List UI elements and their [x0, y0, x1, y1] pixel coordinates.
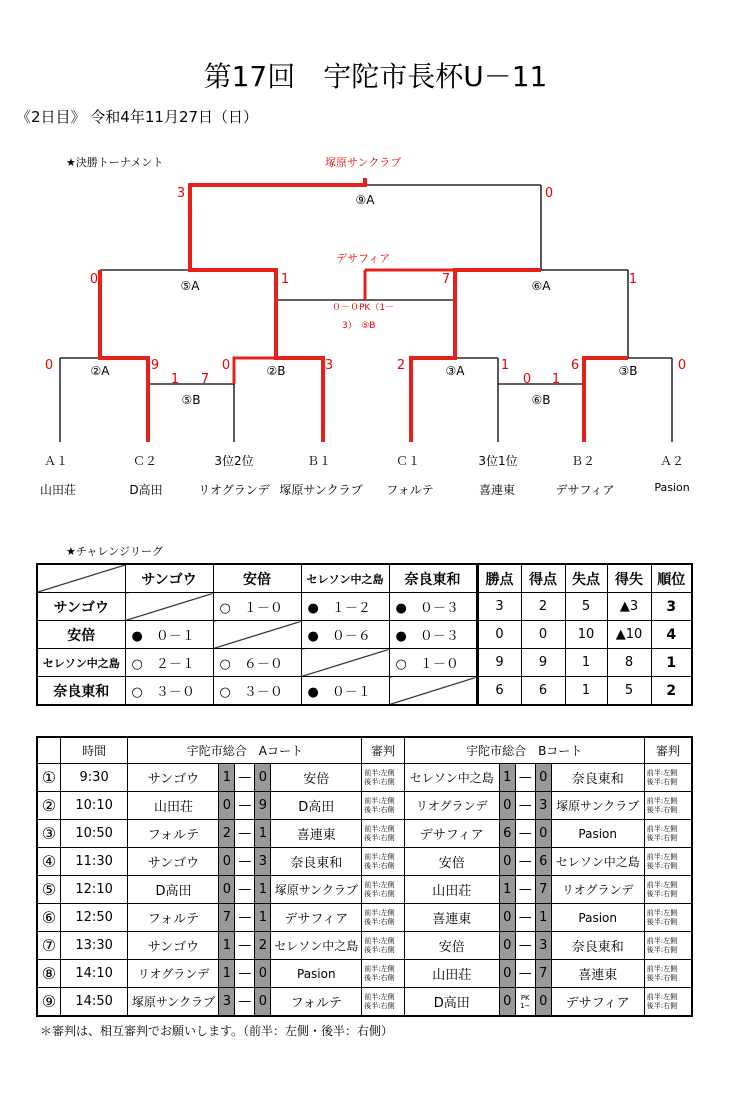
court-a-dash: —	[235, 960, 255, 988]
league-self-cell	[213, 621, 301, 649]
court-b-dash: —	[515, 792, 535, 820]
court-a-home-team: サンゴウ	[128, 764, 219, 792]
event-date: 《2日目》 令和4年11月27日（日）	[16, 108, 259, 126]
court-a-away-team: 喜連東	[271, 820, 362, 848]
league-table	[36, 563, 693, 706]
score-semi-rr: 1	[628, 272, 638, 287]
referee-second-half: 後半:右側	[364, 805, 395, 814]
court-b-away-team: セレソン中之島	[551, 848, 644, 876]
bracket-black-lines	[60, 185, 672, 442]
score-qf3-left: 2	[396, 358, 406, 373]
match-number: ④	[37, 848, 60, 876]
court-a-home-score: 2	[219, 820, 235, 848]
referee-second-half: 後半:右側	[646, 861, 678, 870]
page-title: 第17回 宇陀市長杯U－11	[203, 60, 548, 93]
league-col-header: セレソン中之島	[301, 564, 389, 593]
court-b-away-team: 奈良東和	[551, 764, 644, 792]
court-a-referee	[362, 792, 404, 820]
league-rank: 2	[651, 677, 692, 706]
seed-8: Ａ２	[659, 454, 684, 468]
league-result: ● ０－１	[125, 621, 213, 649]
referee-footnote: ＊審判は、相互審判でお願いします。（前半：左側・後半：右側）	[40, 1024, 394, 1038]
court-a-dash: —	[235, 988, 255, 1017]
league-row-team: セレソン中之島	[37, 649, 125, 677]
court-a-away-score: 1	[255, 820, 271, 848]
court-a-referee	[362, 848, 404, 876]
court-a-home-team: 塚原サンクラブ	[128, 988, 219, 1017]
score-r1b-left: 0	[522, 372, 532, 387]
referee-second-half: 後半:右側	[364, 945, 395, 954]
court-b-dash: —	[515, 876, 535, 904]
schedule-header-row	[37, 737, 692, 764]
team-3: リオグランデ	[198, 483, 270, 497]
league-stat: 0	[521, 621, 565, 649]
referee-second-half: 後半:右側	[364, 777, 395, 786]
score-final-left: 3	[176, 186, 186, 201]
match-time: 14:10	[60, 960, 128, 988]
court-b-away-score: 0	[535, 820, 551, 848]
league-self-cell	[125, 593, 213, 621]
finals-section-heading: ★決勝トーナメント	[66, 156, 164, 169]
referee-first-half: 前半:左側	[364, 964, 395, 973]
court-a-away-team: セレソン中之島	[271, 932, 362, 960]
court-b-dash: —	[515, 932, 535, 960]
league-result: ● ０－３	[389, 593, 477, 621]
third-place-result-1: ０－０PK（1－	[332, 303, 395, 313]
referee-first-half: 前半:左側	[646, 880, 678, 889]
table-row	[37, 764, 692, 792]
league-stat: 6	[521, 677, 565, 706]
team-2: D高田	[129, 483, 163, 497]
court-b-dash: —	[515, 904, 535, 932]
referee-first-half: 前半:左側	[364, 908, 395, 917]
match-time: 14:50	[60, 988, 128, 1017]
court-a-referee	[362, 932, 404, 960]
court-a-dash: —	[235, 848, 255, 876]
court-b-home-score: 0	[499, 904, 515, 932]
referee-second-half: 後半:右側	[646, 917, 678, 926]
court-b-away-team: Pasion	[551, 820, 644, 848]
court-b-away-score: 7	[535, 876, 551, 904]
court-b-home-score: 0	[499, 988, 515, 1017]
court-b-home-score: 0	[499, 792, 515, 820]
table-row	[37, 677, 692, 706]
match-time: 10:10	[60, 792, 128, 820]
match-number: ⑥	[37, 904, 60, 932]
referee-first-half: 前半:左側	[364, 824, 395, 833]
league-rank: 3	[651, 593, 692, 621]
match-number: ①	[37, 764, 60, 792]
league-stat: 1	[565, 677, 607, 706]
court-b-away-score: 3	[535, 792, 551, 820]
court-a-dash: —	[235, 904, 255, 932]
league-stat: 5	[607, 677, 651, 706]
qf-label-1: ②A	[90, 364, 110, 378]
score-semi-rl: 7	[441, 272, 451, 287]
schedule-court-a-header: 宇陀市総合 Aコート	[128, 737, 362, 764]
referee-first-half: 前半:左側	[646, 964, 678, 973]
court-b-away-team: 奈良東和	[551, 932, 644, 960]
court-b-home-score: 0	[499, 932, 515, 960]
referee-second-half: 後半:右側	[646, 777, 678, 786]
schedule-court-b-header: 宇陀市総合 Bコート	[404, 737, 644, 764]
score-qf3-right: 1	[500, 358, 510, 373]
court-a-referee	[362, 764, 404, 792]
league-col-header: サンゴウ	[125, 564, 213, 593]
referee-second-half: 後半:右側	[364, 1001, 395, 1010]
referee-first-half: 前半:左側	[646, 768, 678, 777]
league-col-header: 安倍	[213, 564, 301, 593]
champion-label: 塚原サンクラブ	[325, 156, 402, 169]
league-self-cell	[301, 649, 389, 677]
referee-second-half: 後半:右側	[364, 861, 395, 870]
league-col-header: 奈良東和	[389, 564, 477, 593]
court-a-home-score: 0	[219, 876, 235, 904]
court-a-away-team: デサフィア	[271, 904, 362, 932]
court-b-away-score: 0	[535, 764, 551, 792]
court-b-referee	[644, 960, 692, 988]
referee-second-half: 後半:右側	[364, 889, 395, 898]
court-a-referee	[362, 960, 404, 988]
table-row	[37, 848, 692, 876]
court-a-dash: —	[235, 932, 255, 960]
league-stat: 10	[565, 621, 607, 649]
court-b-home-team: D高田	[404, 988, 499, 1017]
league-stat: 5	[565, 593, 607, 621]
match-time: 13:30	[60, 932, 128, 960]
match-number: ⑤	[37, 876, 60, 904]
court-a-home-team: フォルテ	[128, 820, 219, 848]
league-col-header: 得点	[521, 564, 565, 593]
r1-label-1: ⑤B	[181, 393, 201, 407]
score-r1b-right: 1	[551, 372, 561, 387]
court-a-dash: —	[235, 820, 255, 848]
table-row	[37, 988, 692, 1017]
court-a-away-score: 9	[255, 792, 271, 820]
court-a-home-score: 0	[219, 848, 235, 876]
court-b-home-team: 安倍	[404, 848, 499, 876]
court-a-home-team: D高田	[128, 876, 219, 904]
score-qf2-left: 0	[221, 358, 231, 373]
league-row-team: 安倍	[37, 621, 125, 649]
referee-first-half: 前半:左側	[364, 852, 395, 861]
league-rank: 4	[651, 621, 692, 649]
league-result: ● ０－６	[301, 621, 389, 649]
court-a-away-score: 0	[255, 988, 271, 1017]
league-col-header: 順位	[651, 564, 692, 593]
match-time: 12:50	[60, 904, 128, 932]
referee-first-half: 前半:左側	[364, 796, 395, 805]
score-qf4-right: 0	[677, 358, 687, 373]
seed-3: 3位2位	[214, 454, 254, 468]
league-stat: ▲3	[607, 593, 651, 621]
referee-second-half: 後半:右側	[646, 973, 678, 982]
league-section-heading: ★チャレンジリーグ	[66, 545, 163, 558]
referee-second-half: 後半:右側	[646, 945, 678, 954]
league-col-header: 勝点	[477, 564, 521, 593]
win-path-forte	[411, 270, 541, 442]
league-corner	[37, 564, 125, 593]
league-stat: ▲10	[607, 621, 651, 649]
referee-second-half: 後半:右側	[364, 917, 395, 926]
league-result: ○ ３－０	[125, 677, 213, 706]
court-b-dash: PK 1−	[515, 988, 535, 1017]
score-final-right: 0	[544, 186, 554, 201]
referee-first-half: 前半:左側	[646, 852, 678, 861]
score-semi-ll: 0	[89, 272, 99, 287]
court-b-home-team: リオグランデ	[404, 792, 499, 820]
table-row	[37, 792, 692, 820]
court-b-referee	[644, 820, 692, 848]
league-rank: 1	[651, 649, 692, 677]
court-a-home-score: 0	[219, 792, 235, 820]
table-row	[37, 621, 692, 649]
league-col-header: 得失	[607, 564, 651, 593]
match-number: ⑧	[37, 960, 60, 988]
court-a-away-team: 安倍	[271, 764, 362, 792]
court-a-home-team: リオグランデ	[128, 960, 219, 988]
court-b-home-team: 喜連東	[404, 904, 499, 932]
third-place-label: デサフィア	[336, 252, 391, 265]
court-a-away-team: フォルテ	[271, 988, 362, 1017]
league-stat: 2	[521, 593, 565, 621]
referee-second-half: 後半:右側	[364, 973, 395, 982]
court-a-away-score: 3	[255, 848, 271, 876]
court-b-referee	[644, 988, 692, 1017]
court-a-home-score: 1	[219, 932, 235, 960]
court-b-away-team: リオグランデ	[551, 876, 644, 904]
court-b-referee	[644, 792, 692, 820]
league-result: ● １－２	[301, 593, 389, 621]
court-a-referee	[362, 988, 404, 1017]
court-b-dash: —	[515, 764, 535, 792]
score-r1a-right: 7	[200, 372, 210, 387]
qf-label-4: ③B	[618, 364, 638, 378]
court-a-referee	[362, 820, 404, 848]
court-a-home-score: 7	[219, 904, 235, 932]
court-b-home-score: 1	[499, 876, 515, 904]
court-a-away-team: 奈良東和	[271, 848, 362, 876]
referee-second-half: 後半:右側	[646, 889, 678, 898]
court-a-dash: —	[235, 764, 255, 792]
league-col-header: 失点	[565, 564, 607, 593]
court-b-away-team: デサフィア	[551, 988, 644, 1017]
league-stat: 1	[565, 649, 607, 677]
schedule-time-header: 時間	[60, 737, 128, 764]
court-a-away-score: 1	[255, 904, 271, 932]
league-stat: 6	[477, 677, 521, 706]
court-b-home-score: 6	[499, 820, 515, 848]
team-7: デサフィア	[555, 483, 615, 497]
court-a-away-score: 2	[255, 932, 271, 960]
court-b-referee	[644, 764, 692, 792]
referee-second-half: 後半:右側	[646, 805, 678, 814]
court-b-away-team: Pasion	[551, 904, 644, 932]
league-row-team: サンゴウ	[37, 593, 125, 621]
court-b-away-score: 3	[535, 932, 551, 960]
seed-2: Ｃ２	[132, 454, 157, 468]
court-a-away-team: Pasion	[271, 960, 362, 988]
court-a-home-team: サンゴウ	[128, 848, 219, 876]
qf-label-3: ③A	[445, 364, 465, 378]
match-time: 11:30	[60, 848, 128, 876]
table-row	[37, 904, 692, 932]
league-row-team: 奈良東和	[37, 677, 125, 706]
league-stat: 0	[477, 621, 521, 649]
court-a-referee	[362, 904, 404, 932]
referee-first-half: 前半:左側	[646, 908, 678, 917]
court-b-home-score: 0	[499, 848, 515, 876]
court-b-home-team: 安倍	[404, 932, 499, 960]
seed-5: Ｃ１	[395, 454, 420, 468]
score-qf1-left: 0	[44, 358, 54, 373]
match-time: 12:10	[60, 876, 128, 904]
referee-first-half: 前半:左側	[646, 992, 678, 1001]
referee-first-half: 前半:左側	[364, 880, 395, 889]
court-a-dash: —	[235, 876, 255, 904]
court-a-dash: —	[235, 792, 255, 820]
court-a-away-team: 塚原サンクラブ	[271, 876, 362, 904]
court-a-home-score: 3	[219, 988, 235, 1017]
court-b-dash: —	[515, 848, 535, 876]
qf-label-2: ②B	[266, 364, 286, 378]
team-8: Pasion	[654, 481, 690, 494]
table-row	[37, 876, 692, 904]
score-qf1-right: 9	[150, 358, 160, 373]
court-b-referee	[644, 876, 692, 904]
court-a-away-score: 0	[255, 764, 271, 792]
match-schedule-table	[36, 736, 693, 1017]
court-a-away-score: 1	[255, 876, 271, 904]
court-b-dash: —	[515, 820, 535, 848]
league-stat: 9	[521, 649, 565, 677]
table-row	[37, 960, 692, 988]
court-a-away-score: 0	[255, 960, 271, 988]
court-b-home-team: 山田荘	[404, 960, 499, 988]
court-b-dash: —	[515, 960, 535, 988]
court-b-referee	[644, 848, 692, 876]
court-a-home-team: サンゴウ	[128, 932, 219, 960]
match-number: ⑨	[37, 988, 60, 1017]
table-row	[37, 593, 692, 621]
court-b-home-team: 山田荘	[404, 876, 499, 904]
schedule-ref-header: 審判	[362, 737, 404, 764]
referee-first-half: 前半:左側	[646, 824, 678, 833]
league-stat: 3	[477, 593, 521, 621]
court-b-away-team: 喜連東	[551, 960, 644, 988]
league-result: ● ０－１	[301, 677, 389, 706]
court-a-home-score: 1	[219, 960, 235, 988]
court-b-home-score: 1	[499, 764, 515, 792]
court-b-home-team: セレソン中之島	[404, 764, 499, 792]
schedule-corner	[37, 737, 60, 764]
court-b-referee	[644, 932, 692, 960]
score-semi-lr: 1	[280, 272, 290, 287]
table-row	[37, 649, 692, 677]
match-number: ③	[37, 820, 60, 848]
referee-first-half: 前半:左側	[364, 992, 395, 1001]
league-self-cell	[389, 677, 477, 706]
referee-first-half: 前半:左側	[364, 936, 395, 945]
league-result: ● ０－３	[389, 621, 477, 649]
team-6: 喜連東	[478, 483, 515, 497]
table-row	[37, 932, 692, 960]
match-time: 9:30	[60, 764, 128, 792]
seed-4: Ｂ１	[306, 454, 331, 468]
league-result: ○ ２－１	[125, 649, 213, 677]
team-1: 山田荘	[39, 483, 76, 497]
court-a-home-team: フォルテ	[128, 904, 219, 932]
match-time: 10:50	[60, 820, 128, 848]
seed-1: Ａ１	[43, 454, 68, 468]
score-r1a-left: 1	[170, 372, 180, 387]
score-qf4-left: 6	[570, 358, 580, 373]
semi-right-label: ⑥A	[531, 279, 551, 293]
court-b-home-team: デサフィア	[404, 820, 499, 848]
team-5: フォルテ	[386, 483, 434, 497]
league-stat: 8	[607, 649, 651, 677]
seed-6: 3位1位	[478, 454, 518, 468]
referee-second-half: 後半:右側	[646, 1001, 678, 1010]
court-a-away-team: D高田	[271, 792, 362, 820]
court-a-home-score: 1	[219, 764, 235, 792]
court-b-away-score: 1	[535, 904, 551, 932]
league-header-row	[37, 564, 692, 593]
final-match-label: ⑨A	[355, 193, 375, 207]
referee-first-half: 前半:左側	[364, 768, 395, 777]
seed-7: Ｂ２	[570, 454, 595, 468]
referee-first-half: 前半:左側	[646, 936, 678, 945]
league-stat: 9	[477, 649, 521, 677]
court-a-home-team: 山田荘	[128, 792, 219, 820]
match-number: ②	[37, 792, 60, 820]
semi-left-label: ⑤A	[180, 279, 200, 293]
league-result: ○ １－０	[389, 649, 477, 677]
score-qf2-right: 3	[324, 358, 334, 373]
court-b-referee	[644, 904, 692, 932]
league-result: ○ ６－０	[213, 649, 301, 677]
court-b-away-score: 6	[535, 848, 551, 876]
court-b-away-team: 塚原サンクラブ	[551, 792, 644, 820]
court-b-home-score: 0	[499, 960, 515, 988]
league-result: ○ ３－０	[213, 677, 301, 706]
referee-second-half: 後半:右側	[364, 833, 395, 842]
referee-second-half: 後半:右側	[646, 833, 678, 842]
third-place-result-2: 3） ⑤B	[342, 321, 376, 331]
league-result: ○ １－０	[213, 593, 301, 621]
win-path-d-takada	[100, 270, 148, 442]
team-4: 塚原サンクラブ	[279, 483, 363, 497]
schedule-ref-header: 審判	[644, 737, 692, 764]
court-b-away-score: 0	[535, 988, 551, 1017]
court-a-referee	[362, 876, 404, 904]
match-number: ⑦	[37, 932, 60, 960]
referee-first-half: 前半:左側	[646, 796, 678, 805]
court-b-away-score: 7	[535, 960, 551, 988]
r1-label-2: ⑥B	[531, 393, 551, 407]
table-row	[37, 820, 692, 848]
